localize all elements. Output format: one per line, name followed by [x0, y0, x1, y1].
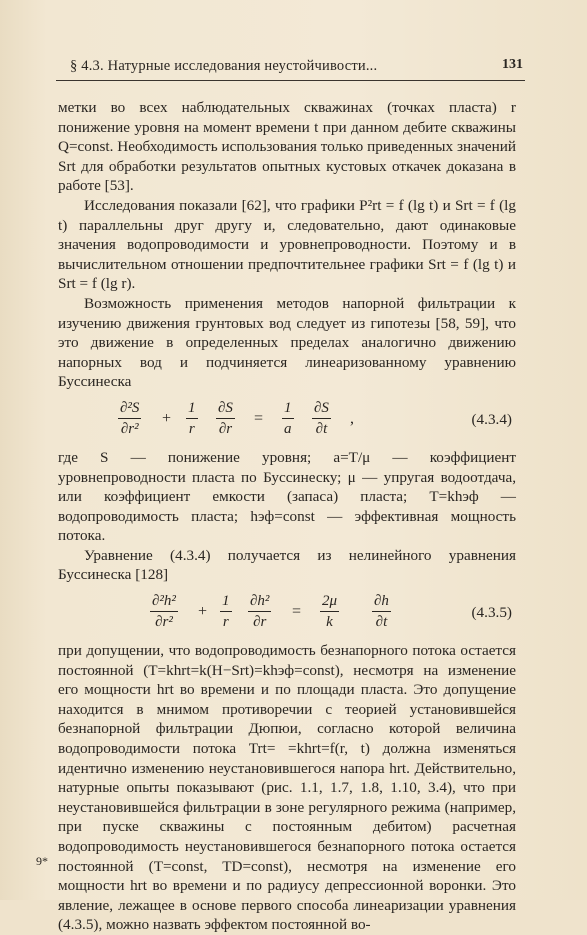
paragraph-5: Уравнение (4.3.4) получается из нелинейного уравнения Буссинеска [128]: [58, 546, 516, 584]
header-title: § 4.3. Натурные исследования неустойчивости...: [70, 58, 378, 74]
eq2-f1-numerator: ∂²h²: [152, 593, 176, 610]
equation-number-4-3-4: (4.3.4): [471, 410, 512, 428]
eq2-f4-denominator: k: [320, 611, 339, 632]
eq1-fraction-4: [282, 398, 294, 439]
eq1-fraction-3: [216, 398, 235, 439]
eq2-f4-numerator: 2μ: [322, 593, 338, 610]
eq1-f5-numerator: ∂S: [314, 399, 329, 416]
paragraph-6: при допущении, что водопроводимость безнапорного потока остается постоянной (T=khrt=k(H−Srt)=khэф=const), несмотря на изменение его мощности hrt во времени и по площади пласта. Это допущение находится в мнимом противоречии с теорией установившейся безнапорной фильтрации Дюпюи, согласно которой величина водопроводимости потока Trt= =khrt=f(r, t) должна изменяться идентично изменению неустановившегося напора hrt. Действительно, натурные опыты показывают (рис. 1.1, 1.7, 1.8, 1.10, 3.4), что при неустановившейся фильтрации в зоне регулярного режима (например, при пуске скважины с постоянным дебитом) расчетная водопроводимость неустановившегося безнапорного потока остается постоянной (T=const, TD=const), несмотря на изменение его мощности hrt во времени и по радиусу депрессионной воронки. Это явление, лежащее в основе первого способа линеаризации уравнения (4.3.5), можно назвать эффектом постоянной во-: [58, 642, 516, 934]
eq2-fraction-2: [220, 591, 232, 632]
running-header: [56, 52, 525, 81]
page-number: 131: [502, 57, 523, 72]
eq1-f1-numerator: ∂²S: [120, 399, 140, 416]
equation-number-4-3-5: (4.3.5): [471, 604, 512, 622]
eq1-f2-denominator: r: [186, 418, 198, 439]
eq2-f2-numerator: 1: [222, 593, 230, 610]
eq2-f5-numerator: ∂h: [374, 593, 389, 610]
eq1-fraction-1: [118, 398, 141, 439]
eq2-plus: +: [198, 603, 208, 621]
eq1-f4-denominator: a: [282, 418, 294, 439]
eq2-f3-denominator: ∂r: [248, 611, 271, 632]
eq1-f3-denominator: ∂r: [216, 418, 235, 439]
eq2-f3-numerator: ∂h²: [250, 593, 270, 610]
eq1-plus: +: [162, 409, 172, 427]
eq2-fraction-3: [248, 591, 271, 632]
paragraph-1: метки во всех наблюдательных скважинах (точках пласта) r понижение уровня на момент времени t при данном дебите скважины Q=const. Необходимость использования только приведенных значений Srt для обработки результатов опытных кустовых откачек доказана в работе [53].: [58, 99, 516, 195]
eq2-fraction-1: [150, 591, 178, 632]
paragraph-3: Возможность применения методов напорной фильтрации к изучению движения грунтовых вод следует из гипотезы [58, 59], что это движение в определенных пределах аналогично движению напорных вод и подчиняется линеаризованному уравнению Буссинеска: [58, 294, 516, 391]
eq1-comma: ,: [350, 409, 354, 427]
page-body: [58, 98, 516, 935]
eq1-f2-numerator: 1: [188, 399, 196, 416]
eq2-equals: =: [292, 603, 302, 621]
eq2-f1-denominator: ∂r²: [150, 611, 178, 632]
eq2-f2-denominator: r: [220, 611, 232, 632]
eq1-equals: =: [254, 409, 264, 427]
eq1-f3-numerator: ∂S: [218, 399, 233, 416]
signature-mark: 9*: [36, 854, 48, 868]
paragraph-2: Исследования показали [62], что графики P²rt = f (lg t) и Srt = f (lg t) параллельны друг другу и, следовательно, дают одинаковые значения водопроводимости и уровнепроводности. Поэтому и в вычислительном отношении предпочтительнее графики Srt = f (lg t) и Srt = f (lg r).: [58, 196, 516, 293]
eq1-f1-denominator: ∂r²: [118, 418, 141, 439]
equation-4-3-4-formula: [118, 398, 418, 442]
eq1-f4-numerator: 1: [284, 399, 292, 416]
eq2-fraction-5: [372, 591, 391, 632]
equation-4-3-5: [58, 585, 516, 641]
eq2-f5-denominator: ∂t: [372, 611, 391, 632]
eq1-f5-denominator: ∂t: [312, 418, 331, 439]
eq2-fraction-4: [320, 591, 339, 632]
eq1-fraction-5: [312, 398, 331, 439]
equation-4-3-5-formula: [150, 591, 450, 635]
paragraph-4: где S — понижение уровня; a=T/μ — коэффициент уровнепроводности пласта по Буссинеску; μ — упругая водоотдача, или коэффициент емкости (запаса) пласта; T=khэф — водопроводимость пласта; hэф=const — эффективная мощность потока.: [58, 448, 516, 545]
eq1-fraction-2: [186, 398, 198, 439]
equation-4-3-4: [58, 392, 516, 448]
